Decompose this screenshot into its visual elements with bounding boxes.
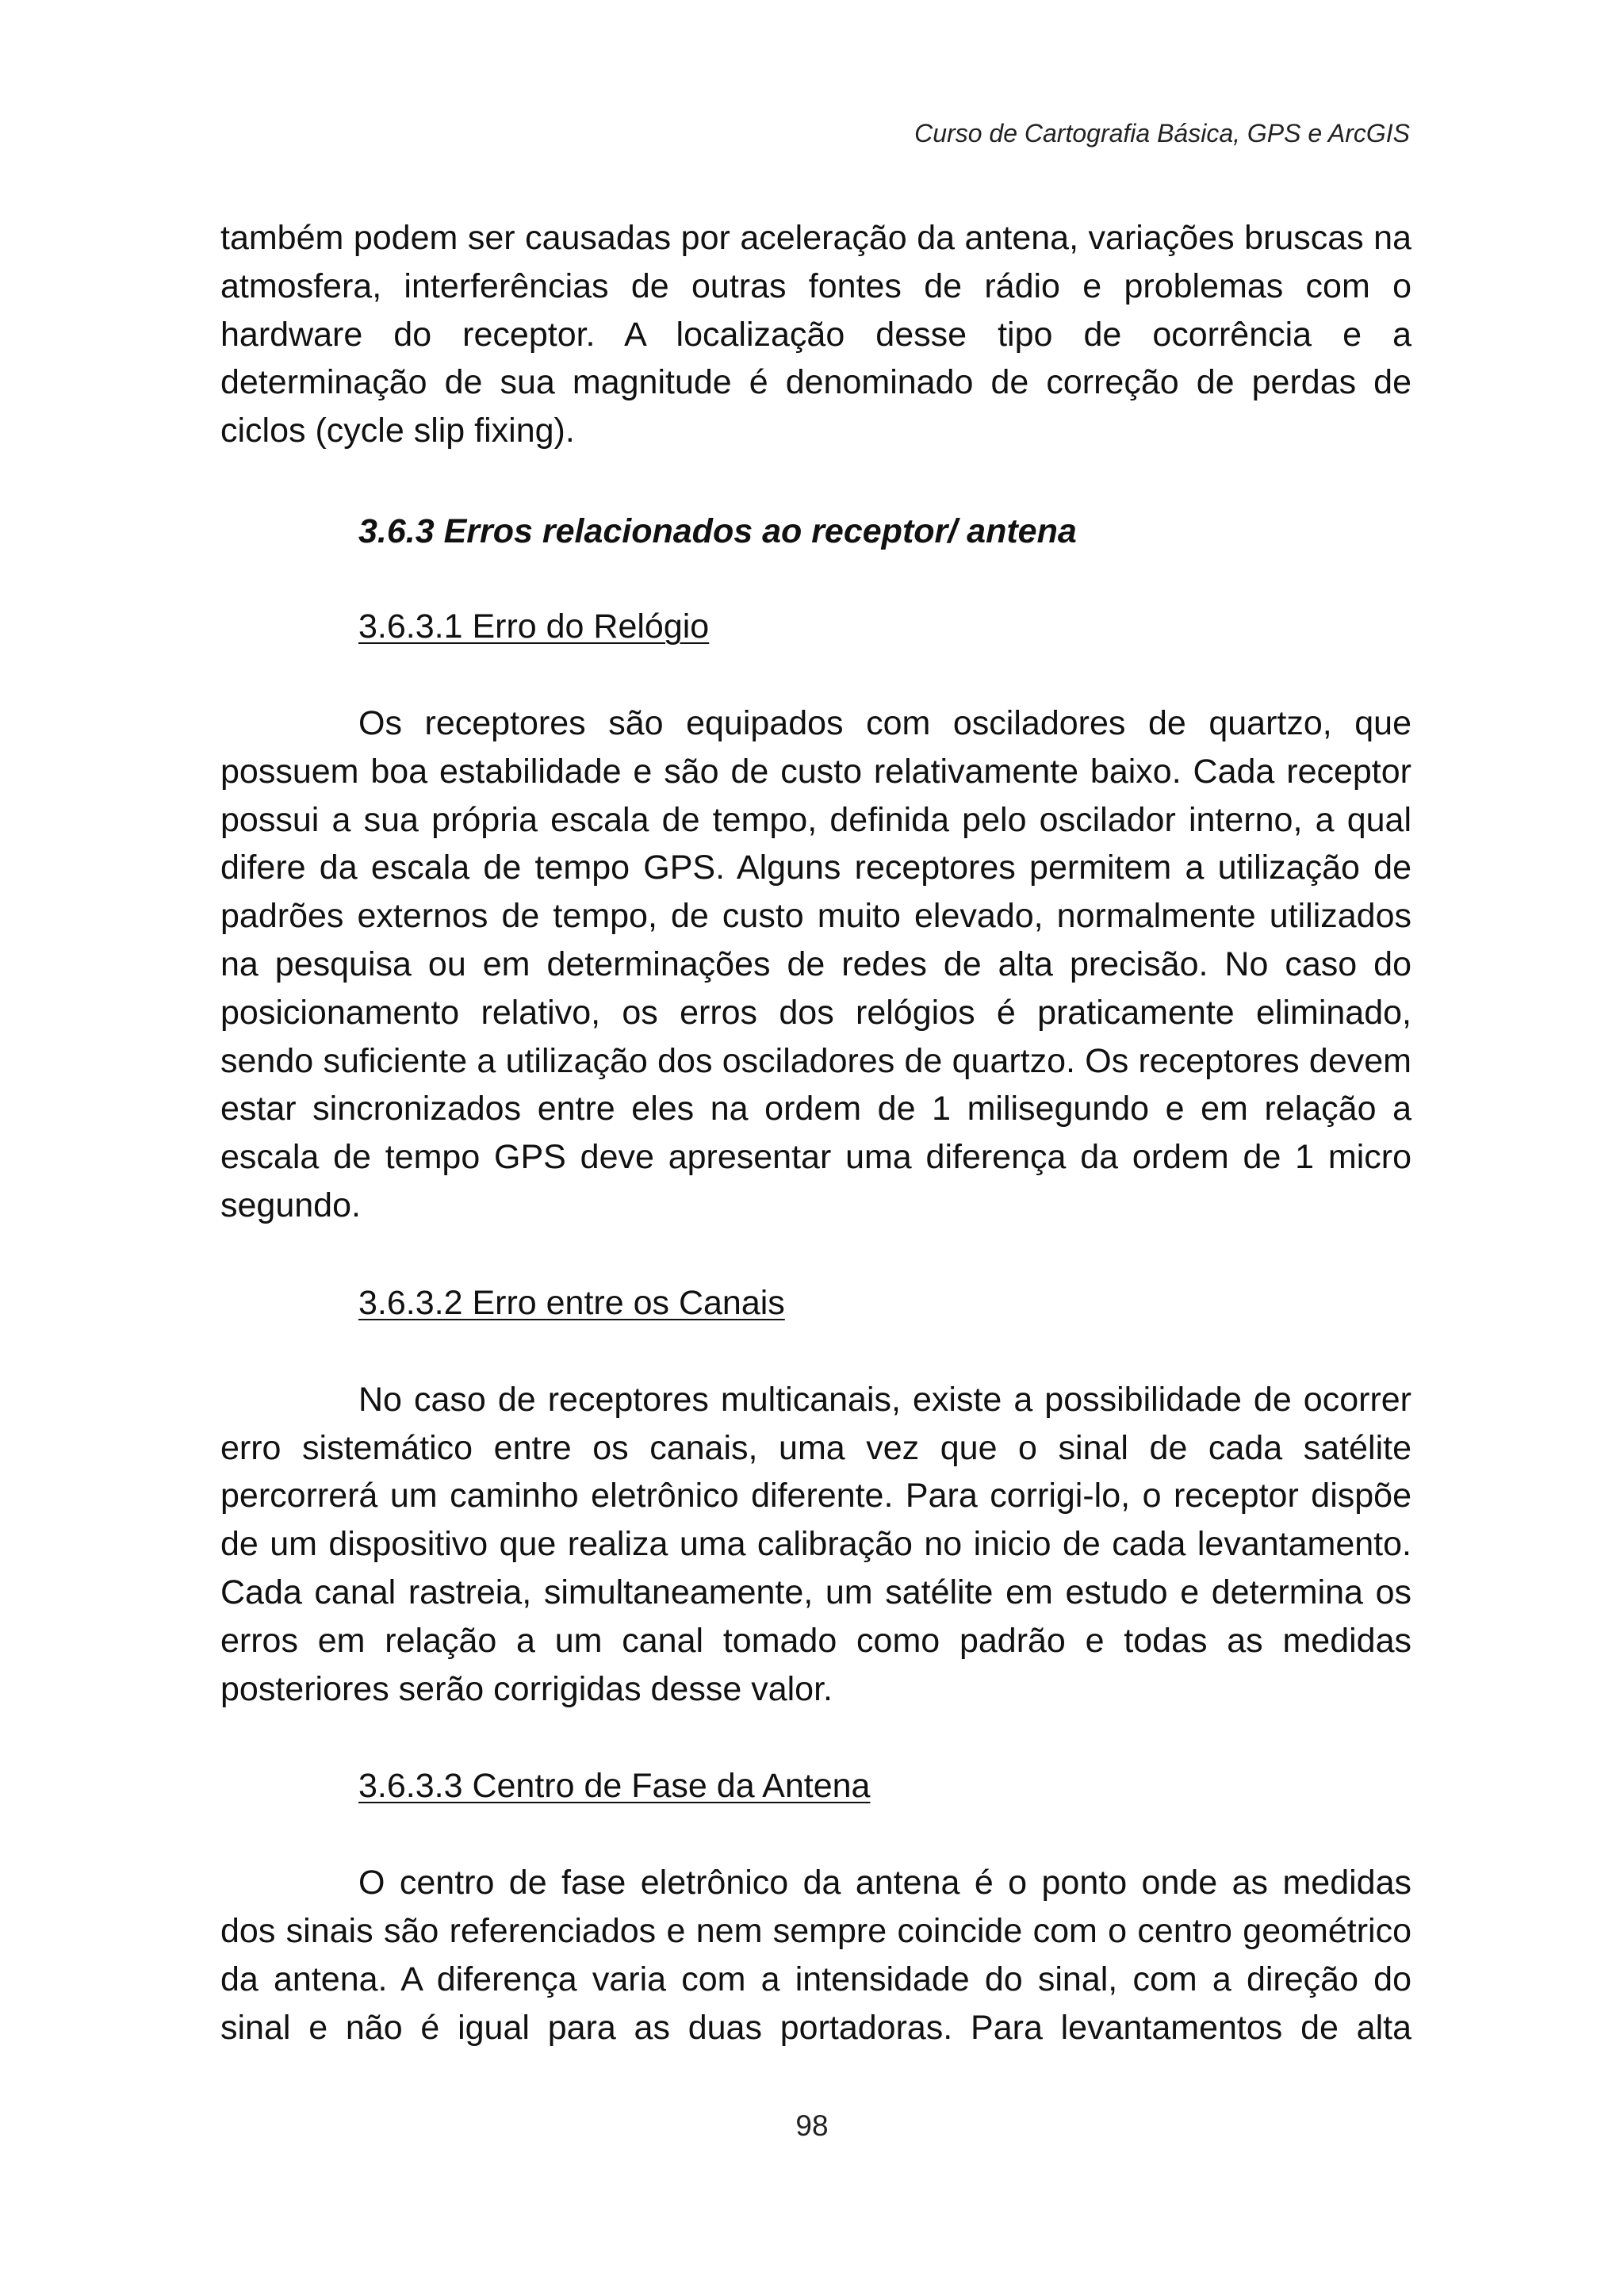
section-heading: 3.6.3 Erros relacionados ao receptor/ antena — [358, 511, 1077, 550]
subsection-heading-channel-error — [220, 1279, 1411, 1327]
subsection-heading-text: 3.6.3.2 Erro entre os Canais — [358, 1283, 785, 1322]
intro-paragraph: também podem ser causadas por aceleração da antena, variações bruscas na atmosfera, interferências de outras fontes de rádio e problemas com o hardware do receptor. A localização desse tipo de ocorrência e a determinação de sua magnitude é denominado de correção de perdas de ciclos (cycle slip fixing). — [220, 219, 1411, 450]
subsection-heading-text: 3.6.3.1 Erro do Relógio — [358, 607, 710, 646]
page-content — [220, 214, 1411, 2052]
subsection-heading-text: 3.6.3.3 Centro de Fase da Antena — [358, 1767, 871, 1806]
channel-error-paragraph: No caso de receptores multicanais, existe a possibilidade de ocorrer erro sistemático entre os canais, uma vez que o sinal de cada satélite percorrerá um caminho eletrônico diferente. Para corrigi-lo, o receptor dispõe de um dispositivo que realiza uma calibração no inicio de cada levantamento. Cada canal rastreia, simultaneamente, um satélite em estudo e determina os erros em relação a um canal tomado como padrão e todas as medidas posteriores serão corrigidas desse valor. — [220, 1380, 1411, 1708]
antenna-phase-center-paragraph: O centro de fase eletrônico da antena é o ponto onde as medidas dos sinais são referenciados e nem sempre coincide com o centro geométrico da antena. A diferença varia com a intensidade do sinal, com a direção do sinal e não é igual para as duas portadoras. Para levantamentos de alta — [220, 1864, 1411, 2047]
subsection-heading-clock-error — [220, 603, 1411, 650]
running-header: Curso de Cartografia Básica, GPS e ArcGIS — [914, 119, 1410, 148]
page-number: 98 — [795, 2109, 829, 2142]
clock-error-paragraph: Os receptores são equipados com osciladores de quartzo, que possuem boa estabilidade e são de custo relativamente baixo. Cada receptor possui a sua própria escala de tempo, definida pelo oscilador interno, a qual difere da escala de tempo GPS. Alguns receptores permitem a utilização de padrões externos de tempo, de custo muito elevado, normalmente utilizados na pesquisa ou em determinações de redes de alta precisão. No caso do posicionamento relativo, os erros dos relógios é praticamente eliminado, sendo suficiente a utilização dos osciladores de quartzo. Os receptores devem estar sincronizados entre eles na ordem de 1 milisegundo e em relação a escala de tempo GPS deve apresentar uma diferença da ordem de 1 micro segundo. — [220, 703, 1411, 1224]
subsection-heading-antenna-phase-center — [220, 1762, 1411, 1810]
